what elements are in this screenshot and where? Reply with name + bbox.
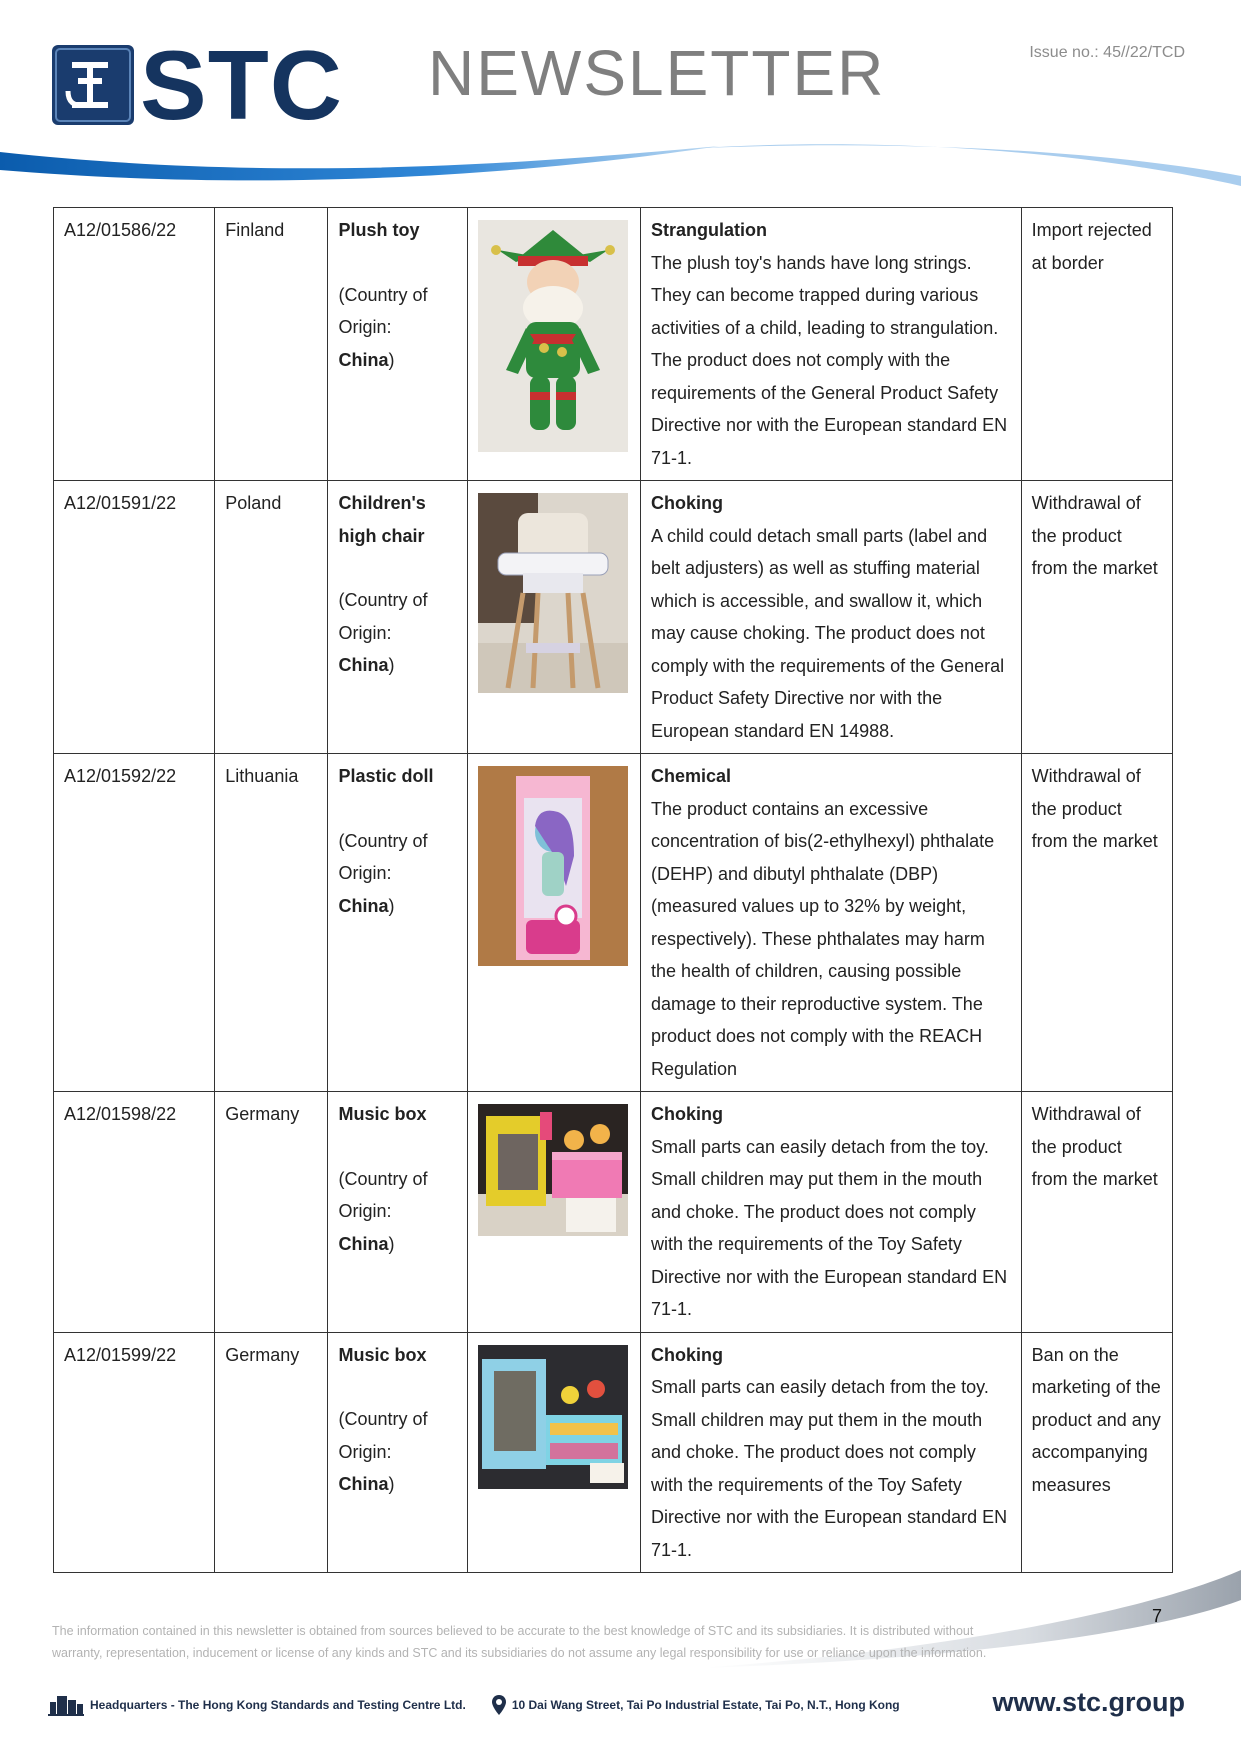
photo-cell (467, 1092, 640, 1333)
plush-toy-photo (478, 220, 628, 452)
product-name: Children's high chair (338, 493, 426, 546)
origin-country: China (338, 895, 389, 916)
origin-label: Origin: (338, 1441, 392, 1462)
photo-cell (467, 208, 640, 481)
music-box-photo-2 (478, 1345, 628, 1489)
disclaimer-text: The information contained in this newsletter is obtained from sources believed to be accurate to the best knowledge of STC and its subsidiaries. It is distributed without warranty, representation, inducement or license of any kinds and STC and its subsidiaries do not assume any legal responsibility for use or reliance upon the information. (52, 1624, 987, 1660)
notification-number: A12/01591/22 (54, 481, 215, 754)
origin-suffix: ) (388, 655, 395, 675)
issue-number: Issue no.: 45//22/TCD (1029, 44, 1185, 61)
risk-type: Strangulation (651, 220, 767, 240)
notification-number: A12/01598/22 (54, 1092, 215, 1333)
origin-label: Origin: (338, 1201, 392, 1221)
photo-cell (467, 1332, 640, 1573)
origin-label: Origin: (338, 317, 392, 337)
origin-label: Origin: (338, 863, 392, 883)
measure-taken: Withdrawal of the product from the market (1021, 754, 1172, 1092)
origin-suffix: ) (388, 895, 395, 916)
measure-taken: Withdrawal of the product from the market (1021, 481, 1172, 754)
product-name: Music box (338, 1104, 427, 1124)
risk-cell (641, 208, 1022, 481)
photo-cell (467, 754, 640, 1092)
origin-prefix: (Country of (338, 590, 428, 610)
product-name: Plastic doll (338, 766, 434, 786)
risk-description: Small parts can easily detach from the toy. Small children may put them in the mouth and choke. The product does not comply with the requirements of the Toy Safety Directive nor with the European standard EN 71-1. (651, 1136, 1008, 1319)
recall-table (53, 207, 1173, 1573)
notifying-country: Germany (215, 1092, 328, 1333)
measure-taken: Import rejected at border (1021, 208, 1172, 481)
origin-prefix: (Country of (338, 830, 428, 851)
table-row (54, 754, 1173, 1092)
risk-type: Choking (651, 493, 723, 513)
high-chair-photo (478, 493, 628, 693)
notifying-country: Finland (215, 208, 328, 481)
risk-description: A child could detach small parts (label and belt adjusters) as well as stuffing material which is accessible, and swallow it, which may cause choking. The product does not comply with the requirements of the General Product Safety Directive nor with the European standard EN 14988. (651, 525, 1005, 741)
notification-number: A12/01599/22 (54, 1332, 215, 1573)
origin-country: China (338, 1474, 389, 1494)
photo-cell (467, 481, 640, 754)
header-swoosh-decoration (0, 140, 1241, 200)
stc-logo (52, 30, 343, 140)
stc-logo-mark-icon (52, 45, 134, 125)
risk-description: The product contains an excessive concentration of bis(2-ethylhexyl) phthalate (DEHP) and dibutyl phthalate (DBP) (measured values up to 32% by weight, respectively). These phthalates may harm the health of children, causing possible damage to their reproductive system. The product does not comply with the REACH Regulation (651, 798, 995, 1079)
risk-description: Small parts can easily detach from the toy. Small children may put them in the mouth and choke. The product does not comply with the requirements of the Toy Safety Directive nor with the European standard EN 71-1. (651, 1377, 1008, 1560)
origin-prefix: (Country of (338, 1409, 428, 1429)
risk-type: Chemical (651, 766, 732, 786)
page-number: 7 (1152, 1606, 1163, 1626)
footer-address-bar (48, 1694, 900, 1716)
origin-prefix: (Country of (338, 284, 428, 305)
origin-country: China (338, 1233, 389, 1254)
risk-cell (641, 481, 1022, 754)
origin-suffix: ) (388, 349, 395, 370)
risk-description: The plush toy's hands have long strings. They can become trapped during various activities of a child, leading to strangulation. The product does not comply with the requirements of the General Product Safety Directive nor with the European standard EN 71-1. (651, 252, 1008, 468)
product-cell (328, 1332, 467, 1573)
origin-country: China (338, 655, 389, 675)
notifying-country: Germany (215, 1332, 328, 1573)
origin-prefix: (Country of (338, 1168, 428, 1189)
product-name: Music box (338, 1344, 427, 1365)
notifying-country: Poland (215, 481, 328, 754)
origin-suffix: ) (388, 1233, 395, 1254)
music-box-photo (478, 1104, 628, 1236)
measure-taken: Ban on the marketing of the product and any accompanying measures (1021, 1332, 1172, 1573)
website-link[interactable]: www.stc.group (992, 1687, 1185, 1717)
product-cell (328, 481, 467, 754)
product-cell (328, 754, 467, 1092)
product-name: Plush toy (338, 220, 420, 240)
location-pin-icon (492, 1695, 506, 1715)
risk-cell (641, 754, 1022, 1092)
notification-number: A12/01586/22 (54, 208, 215, 481)
product-cell (328, 208, 467, 481)
table-row (54, 208, 1173, 481)
building-icon (48, 1694, 84, 1716)
risk-cell (641, 1092, 1022, 1333)
measure-taken: Withdrawal of the product from the market (1021, 1092, 1172, 1333)
risk-cell (641, 1332, 1022, 1573)
address-text: 10 Dai Wang Street, Tai Po Industrial Estate, Tai Po, N.T., Hong Kong (511, 1698, 900, 1712)
headquarters-text: Headquarters - The Hong Kong Standards and Testing Centre Ltd. (90, 1698, 466, 1712)
brand-name: STC (140, 30, 343, 140)
table-row (54, 1332, 1173, 1573)
origin-country: China (338, 349, 389, 370)
notifying-country: Lithuania (215, 754, 328, 1092)
doll-photo (478, 766, 628, 966)
table-row (54, 481, 1173, 754)
table-row (54, 1092, 1173, 1333)
notification-number: A12/01592/22 (54, 754, 215, 1092)
newsletter-title: NEWSLETTER (428, 37, 886, 109)
risk-type: Choking (651, 1104, 723, 1124)
origin-suffix: ) (388, 1474, 395, 1494)
product-cell (328, 1092, 467, 1333)
origin-label: Origin: (338, 622, 392, 643)
risk-type: Choking (651, 1344, 723, 1365)
